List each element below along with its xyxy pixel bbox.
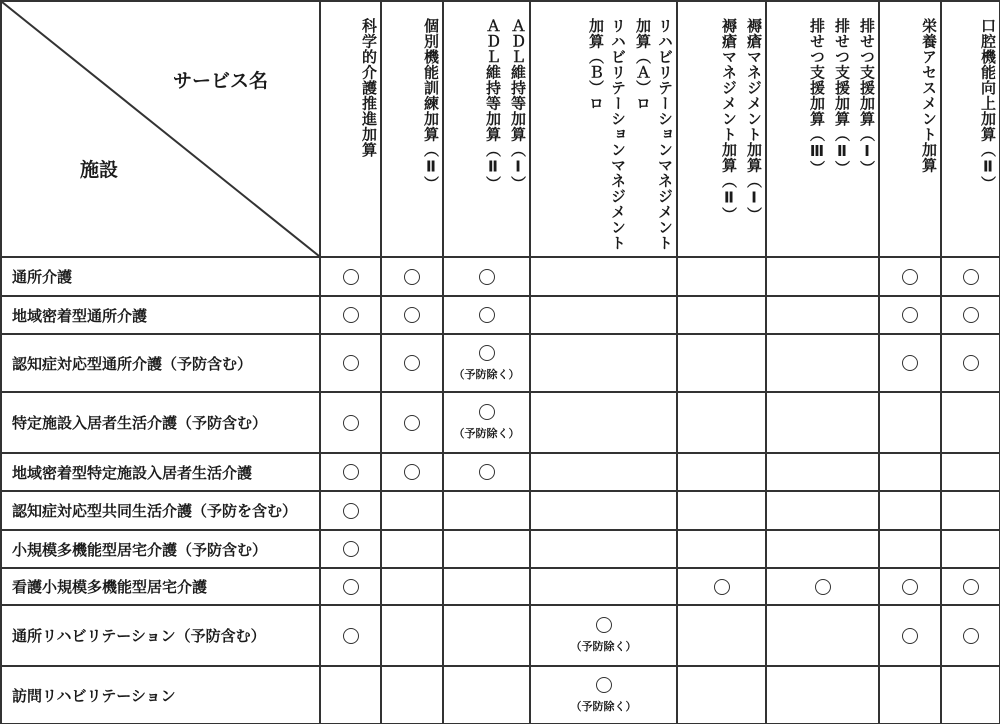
column-header-line: 排せつ支援加算（Ⅱ） <box>833 18 851 176</box>
table-cell <box>442 665 529 724</box>
applicable-circle-icon <box>479 269 495 285</box>
table-cell <box>380 452 442 490</box>
table-cell <box>319 295 380 333</box>
applicable-circle-icon <box>343 579 359 595</box>
column-header-kagaku <box>319 0 380 256</box>
table-cell <box>765 567 878 604</box>
table-cell <box>940 604 999 665</box>
table-cell <box>878 529 940 567</box>
table-cell <box>940 391 999 452</box>
applicable-circle-icon <box>815 579 831 595</box>
column-header-adl <box>442 0 529 256</box>
table-cell <box>765 256 878 295</box>
applicable-circle-icon <box>902 307 918 323</box>
table-cell <box>878 391 940 452</box>
applicable-circle-icon <box>963 307 979 323</box>
column-header-koku <box>940 0 999 256</box>
table-cell <box>442 333 529 391</box>
table-cell <box>676 604 765 665</box>
applicable-circle-icon <box>479 404 495 420</box>
table-cell <box>319 529 380 567</box>
applicable-circle-icon <box>479 464 495 480</box>
applicable-circle-icon <box>404 464 420 480</box>
table-cell <box>442 490 529 529</box>
table-cell <box>878 567 940 604</box>
applicable-circle-icon <box>479 307 495 323</box>
column-header-line: ＡＤＬ維持等加算（Ⅰ） <box>509 18 527 192</box>
table-cell <box>529 604 676 665</box>
table-cell <box>878 665 940 724</box>
table-cell <box>380 604 442 665</box>
applicable-circle-icon <box>343 503 359 519</box>
table-cell <box>878 295 940 333</box>
table-cell <box>380 490 442 529</box>
applicable-circle-icon <box>343 355 359 371</box>
table-cell <box>765 490 878 529</box>
applicable-circle-icon <box>902 579 918 595</box>
row-label: 通所リハビリテーション（予防含む） <box>0 604 319 665</box>
table-cell <box>319 567 380 604</box>
table-cell <box>319 490 380 529</box>
cell-note: （予防除く） <box>453 367 520 381</box>
applicable-circle-icon <box>902 628 918 644</box>
table-cell <box>676 452 765 490</box>
corner-service-label: サービス名 <box>173 70 269 92</box>
table-cell <box>765 604 878 665</box>
table-cell <box>765 295 878 333</box>
applicable-circle-icon <box>596 677 612 693</box>
table-cell <box>878 333 940 391</box>
applicable-circle-icon <box>714 579 730 595</box>
applicable-circle-icon <box>343 541 359 557</box>
applicable-circle-icon <box>963 355 979 371</box>
table-cell <box>442 604 529 665</box>
table-cell <box>442 529 529 567</box>
table-cell <box>319 665 380 724</box>
column-header-kobetsu <box>380 0 442 256</box>
table-cell <box>442 295 529 333</box>
cell-note: （予防除く） <box>570 700 637 713</box>
row-label: 地域密着型通所介護 <box>0 295 319 333</box>
applicable-circle-icon <box>963 579 979 595</box>
row-label: 訪問リハビリテーション <box>0 665 319 724</box>
table-cell <box>380 567 442 604</box>
column-header-line: 褥瘡マネジメント加算（Ⅰ） <box>745 18 763 223</box>
column-header-line: 栄養アセスメント加算 <box>920 18 938 173</box>
table-cell <box>765 391 878 452</box>
table-cell <box>319 333 380 391</box>
column-header-line: 科学的介護推進加算 <box>360 18 378 158</box>
row-label: 小規模多機能型居宅介護（予防含む） <box>0 529 319 567</box>
table-cell <box>529 391 676 452</box>
applicable-circle-icon <box>902 269 918 285</box>
column-header-line: 排せつ支援加算（Ⅲ） <box>808 18 826 176</box>
table-cell <box>940 567 999 604</box>
row-label: 看護小規模多機能型居宅介護 <box>0 567 319 604</box>
row-label: 特定施設入居者生活介護（予防含む） <box>0 391 319 452</box>
cell-note: （予防除く） <box>570 640 637 653</box>
table-cell <box>676 391 765 452</box>
table-cell <box>529 295 676 333</box>
corner-facility-label: 施設 <box>80 159 119 181</box>
table-cell <box>765 665 878 724</box>
column-header-line: ＡＤＬ維持等加算（Ⅱ） <box>484 18 502 192</box>
table-cell <box>442 452 529 490</box>
table-cell <box>529 333 676 391</box>
table-cell <box>940 490 999 529</box>
applicable-circle-icon <box>404 269 420 285</box>
applicable-circle-icon <box>963 628 979 644</box>
table-cell <box>940 529 999 567</box>
table-cell <box>765 529 878 567</box>
table-cell <box>676 333 765 391</box>
applicable-circle-icon <box>404 355 420 371</box>
column-header-line: リハビリテーションマネジメント加算（Ａ）ロ <box>634 18 674 251</box>
table-cell <box>529 529 676 567</box>
applicable-circle-icon <box>596 617 612 633</box>
applicable-circle-icon <box>963 269 979 285</box>
table-cell <box>940 295 999 333</box>
row-label: 地域密着型特定施設入居者生活介護 <box>0 452 319 490</box>
table-cell <box>380 529 442 567</box>
table-cell <box>878 452 940 490</box>
table-cell <box>878 490 940 529</box>
table-cell <box>940 256 999 295</box>
applicable-circle-icon <box>902 355 918 371</box>
table-cell <box>676 567 765 604</box>
table-cell <box>676 665 765 724</box>
table-cell <box>319 391 380 452</box>
applicable-circle-icon <box>343 628 359 644</box>
column-header-line: 個別機能訓練加算（Ⅱ） <box>422 18 440 192</box>
table-cell <box>529 490 676 529</box>
row-label: 認知症対応型共同生活介護（予防を含む） <box>0 490 319 529</box>
column-header-line: 褥瘡マネジメント加算（Ⅱ） <box>720 18 738 223</box>
applicable-circle-icon <box>343 269 359 285</box>
table-cell <box>442 391 529 452</box>
table-cell <box>442 567 529 604</box>
applicable-circle-icon <box>404 415 420 431</box>
column-header-eiyo <box>878 0 940 256</box>
table-cell <box>380 295 442 333</box>
table-cell <box>319 256 380 295</box>
applicable-circle-icon <box>343 307 359 323</box>
column-header-line: リハビリテーションマネジメント加算（Ｂ）ロ <box>587 18 627 251</box>
table-cell <box>380 665 442 724</box>
table-cell <box>529 256 676 295</box>
table-cell <box>319 452 380 490</box>
table-cell <box>380 256 442 295</box>
table-cell <box>878 604 940 665</box>
column-header-haisetsu <box>765 0 878 256</box>
table-cell <box>529 452 676 490</box>
table-cell <box>676 529 765 567</box>
applicable-circle-icon <box>343 464 359 480</box>
table-cell <box>529 665 676 724</box>
row-label: 認知症対応型通所介護（予防含む） <box>0 333 319 391</box>
table-cell <box>940 665 999 724</box>
corner-diagonal-line <box>2 2 321 258</box>
column-header-line: 排せつ支援加算（Ⅰ） <box>858 18 876 176</box>
table-cell <box>676 295 765 333</box>
applicable-circle-icon <box>343 415 359 431</box>
cell-note: （予防除く） <box>453 427 520 440</box>
applicable-circle-icon <box>479 345 495 361</box>
table-cell <box>676 490 765 529</box>
table-cell <box>878 256 940 295</box>
table-cell <box>940 452 999 490</box>
table-cell <box>765 333 878 391</box>
applicable-circle-icon <box>404 307 420 323</box>
column-header-reha <box>529 0 676 256</box>
table-cell <box>765 452 878 490</box>
table-cell <box>319 604 380 665</box>
column-header-jokuso <box>676 0 765 256</box>
table-cell <box>380 391 442 452</box>
corner-header <box>0 0 319 256</box>
table-cell <box>442 256 529 295</box>
table-cell <box>529 567 676 604</box>
table-cell <box>380 333 442 391</box>
table-cell <box>676 256 765 295</box>
column-header-line: 口腔機能向上加算（Ⅱ） <box>979 18 997 192</box>
table-cell <box>940 333 999 391</box>
row-label: 通所介護 <box>0 256 319 295</box>
